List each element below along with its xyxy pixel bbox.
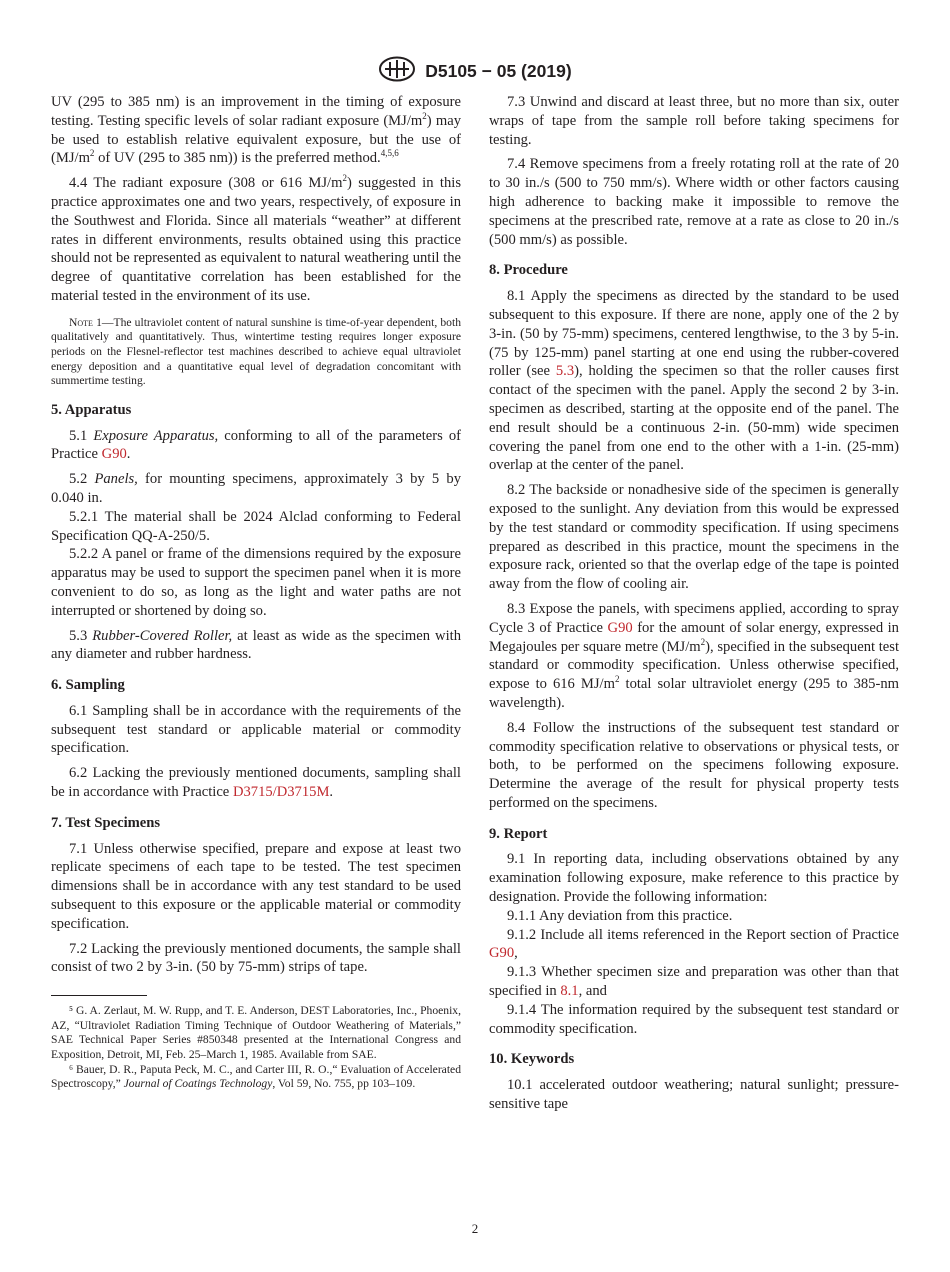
footnote-6: ⁶ Bauer, D. R., Paputa Peck, M. C., and Carter III, R. O.,“ Evaluation of Accelerated Spectroscopy,” Journal of Coatings Technology, Vol 59, No. 755, pp 103–109. xyxy=(51,1062,461,1091)
link-5-3[interactable]: 5.3 xyxy=(555,363,575,380)
paragraph-5-3: 5.3 Rubber-Covered Roller, at least as wide as the specimen with any diameter and rubber hardness. xyxy=(51,627,462,663)
section-10-heading: 10. Keywords xyxy=(489,1051,575,1068)
paragraph-5-2: 5.2 Panels, for mounting specimens, approximately 3 by 5 by 0.040 in. xyxy=(51,471,461,506)
paragraph-8-4: 8.4 Follow the instructions of the subsequent test standard or commodity specification relative to observations or physical tests, or both, to be performed on the specimens following exposure. Determine the average of the result for physical property tests performed on the specimens. xyxy=(489,719,899,811)
link-g90[interactable]: G90 xyxy=(101,446,127,463)
paragraph-8-2: 8.2 The backside or nonadhesive side of the specimen is generally exposed to the sunlight. Any deviation from this would be expressed by the test standard or commodity specification. If using specimens prepared as described in this practice, mount the specimens in the exposure rack, oriented so that the overlap edge of the tape is pointed away from the flow of cooling air. xyxy=(489,482,899,593)
paragraph-4-4: 4.4 The radiant exposure (308 or 616 $MJ/m^2$) suggested in this practice approximates one and two years, respectively, of exposure in the Southwest and Florida. Since all materials “weather” at different rates in different environments, results obtained using this practice should not be represented as equivalent to natural weathering until the degree of quantitative correlation has been established for the material tested in the environment of its use. xyxy=(51,173,461,304)
link-d3715[interactable]: D3715/D3715M xyxy=(232,784,330,801)
footnote-5: ⁵ G. A. Zerlaut, M. W. Rupp, and T. E. Anderson, DEST Laboratories, Inc., Phoenix, AZ, “Ultraviolet Radiation Timing Technique of Outdoor Weathering of Materials,” SAE Technical Paper Series #850348 presented at the International Congress and Exposition, Detroit, MI, Feb. 25–March 1, 1985. Available from SAE. xyxy=(51,1004,461,1062)
page-number: 2 xyxy=(471,1221,479,1236)
paragraph-9-1-1: 9.1.1 Any deviation from this practice. xyxy=(507,907,733,924)
paragraph-8-3: 8.3 Expose the panels, with specimens applied, according to spray Cycle 3 of Practice G90 for the amount of solar energy, expressed in Megajoules per square metre $(MJ/m^2)$, specified in the subsequent test standard or commodity specification. Unless otherwise specified, expose to 616 $MJ/m^2$ total solar ultraviolet energy (295 to 385-nm wavelength). xyxy=(489,600,900,711)
standard-designation: D5105 − 05 (2019) xyxy=(425,61,572,81)
section-9-heading: 9. Report xyxy=(489,825,548,842)
paragraph-9-1-3: 9.1.3 Whether specimen size and preparation was other than that specified in 8.1, and xyxy=(489,964,899,1000)
paragraph-continued: UV (295 to 385 nm) is an improvement in the timing of exposure testing. Testing specific levels of solar radiant exposure $(MJ/m^2)$ may be used to establish relative equivalent exposure, but the use of ($MJ/m^2$ of UV (295 to 385 nm)) is the preferred method.$^{4,5,6}$ xyxy=(51,94,462,167)
link-g90[interactable]: G90 xyxy=(489,945,515,962)
link-g90[interactable]: G90 xyxy=(607,619,633,636)
right-column xyxy=(489,93,899,1120)
astm-logo-icon xyxy=(378,56,416,87)
paragraph-9-1-2: 9.1.2 Include all items referenced in the Report section of Practice G90, xyxy=(489,926,899,962)
note-1: Note 1—The ultraviolet content of natural sunshine is time-of-year dependent, both qualitatively and quantitatively. Thus, wintertime testing requires longer exposure periods on the Flesnel-reflector test machines described to achieve equal ultraviolet energy deposition and a quantitative equal level of degradation concomitant with summertime testing. xyxy=(51,315,461,388)
paragraph-5-1: 5.1 Exposure Apparatus, conforming to all of the parameters of Practice G90. xyxy=(51,427,462,463)
footnote-divider xyxy=(51,995,147,996)
paragraph-9-1-4: 9.1.4 The information required by the subsequent test standard or commodity specification. xyxy=(489,1001,899,1037)
paragraph-5-2-1: 5.2.1 The material shall be 2024 Alclad conforming to Federal Specification QQ-A-250/5. xyxy=(51,508,461,544)
paragraph-7-2: 7.2 Lacking the previously mentioned documents, the sample shall consist of two 2 by 3-in. (50 by 75-mm) strips of tape. xyxy=(51,940,461,976)
paragraph-8-1: 8.1 Apply the specimens as directed by the standard to be used subsequent to this exposure. If there are none, apply one of the 2 by 3-in. (50 by 75-mm) specimens, centered lengthwise, to the 3 by 5-in. (75 by 125-mm) panel starting at one end using the rubber-covered roller (see 5.3), holding the specimen so that the roller causes first contact of the specimen with the panel. Apply the second 2 by 3-in. specimen as described, starting at the opposite end of the panel. The end result should be a continuous 2-in. (50-mm) wide specimen covering the panel from one end to the other with a 1-in. (25-mm) overlap at the center of the panel. xyxy=(489,288,899,474)
section-6-heading: 6. Sampling xyxy=(51,677,125,694)
section-7-heading: 7. Test Specimens xyxy=(51,814,161,831)
paragraph-7-4: 7.4 Remove specimens from a freely rotating roll at the rate of 20 to 30 in./s (500 to 750 mm/s). Where width or other factors causing high adherence to backing make it impossible to remove the specimens at the prescribed rate, remove at a rate as close to 20 in./s (500 mm/s) as possible. xyxy=(489,156,899,248)
paragraph-9-1: 9.1 In reporting data, including observations obtained by any examination following exposure, make reference to this practice by designation. Provide the following information: xyxy=(489,851,899,906)
paragraph-6-1: 6.1 Sampling shall be in accordance with the requirements of the subsequent test standard or applicable material or commodity specification. xyxy=(51,702,461,757)
paragraph-5-2-2: 5.2.2 A panel or frame of the dimensions required by the exposure apparatus may be used to support the specimen panel when it is more convenient to do so, as long as the light and water paths are not interrupted or shortened by doing so. xyxy=(51,546,461,619)
page-header xyxy=(0,56,950,87)
paragraph-7-1: 7.1 Unless otherwise specified, prepare and expose at least two replicate specimens of each tape to be tested. The test specimen dimensions shall be in accordance with any test standard to be used subsequent to this exposure or the applicable material or commodity specification. xyxy=(51,840,461,932)
section-8-heading: 8. Procedure xyxy=(489,262,568,279)
link-8-1[interactable]: 8.1 xyxy=(560,983,579,1000)
paragraph-6-2: 6.2 Lacking the previously mentioned documents, sampling shall be in accordance with Practice D3715/D3715M. xyxy=(51,765,461,801)
paragraph-7-3: 7.3 Unwind and discard at least three, but no more than six, outer wraps of tape from the sample roll before taking specimens for testing. xyxy=(489,94,899,148)
paragraph-10-1: 10.1 accelerated outdoor weathering; natural sunlight; pressure-sensitive tape xyxy=(489,1077,899,1113)
section-5-heading: 5. Apparatus xyxy=(51,401,132,418)
left-column xyxy=(51,93,461,1092)
